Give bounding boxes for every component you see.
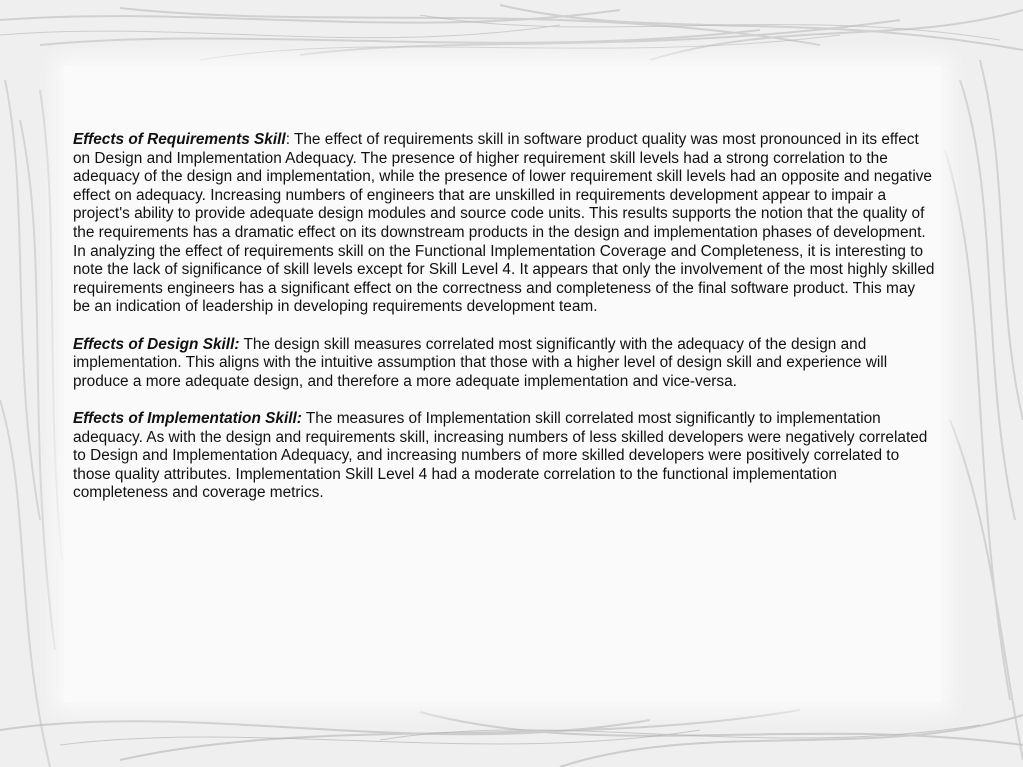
paragraph-design-skill [73,336,935,392]
paragraph-heading: Effects of Implementation Skill: [73,409,302,427]
paragraph-heading: Effects of Requirements Skill [73,131,286,148]
paragraph-text: The design skill measures correlated most significantly with the adequacy of the design and implementation. This aligns with the intuitive assumption that those with a higher level of design skill and experience will produce a more adequate design, and therefore a more adequate implementation and vice-versa. [73,335,888,390]
paragraph-text: The effect of requirements skill in software product quality was most pronounced in its effect on Design and Implementation Adequacy. The presence of higher requirement skill levels had a strong correlation to the adequacy of the design and implementation, while the presence of lower requirement skill levels had an opposite and negative effect on adequacy. Increasing numbers of engineers that are unskilled in requirements development appear to impair a project's ability to provide adequate design modules and source code units. This results supports the notion that the quality of the requirements has a dramatic effect on its downstream products in the design and implementation phases of development. In analyzing the effect of requirements skill on the Functional Implementation Coverage and Completeness, it is interesting to note the lack of significance of skill levels except for Skill Level 4. It appears that only the involvement of the most highly skilled requirements engineers has a significant effect on the correctness and completeness of the final software product. This may be an indication of leadership in developing requirements development team. [73,131,935,316]
paragraph-text: The measures of Implementation skill correlated most significantly to implementation adequacy. As with the design and requirements skill, increasing numbers of less skilled developers were negatively correlated to Design and Implementation Adequacy, and increasing numbers of more skilled developers were positively correlated to those quality attributes. Implementation Skill Level 4 had a moderate correlation to the functional implementation completeness and coverage metrics. [73,409,928,502]
paragraph-separator: : [285,131,294,148]
slide-body [73,131,935,521]
paragraph-requirements-skill [73,131,935,317]
paragraph-implementation-skill [73,410,935,503]
paragraph-heading: Effects of Design Skill: [73,335,240,353]
